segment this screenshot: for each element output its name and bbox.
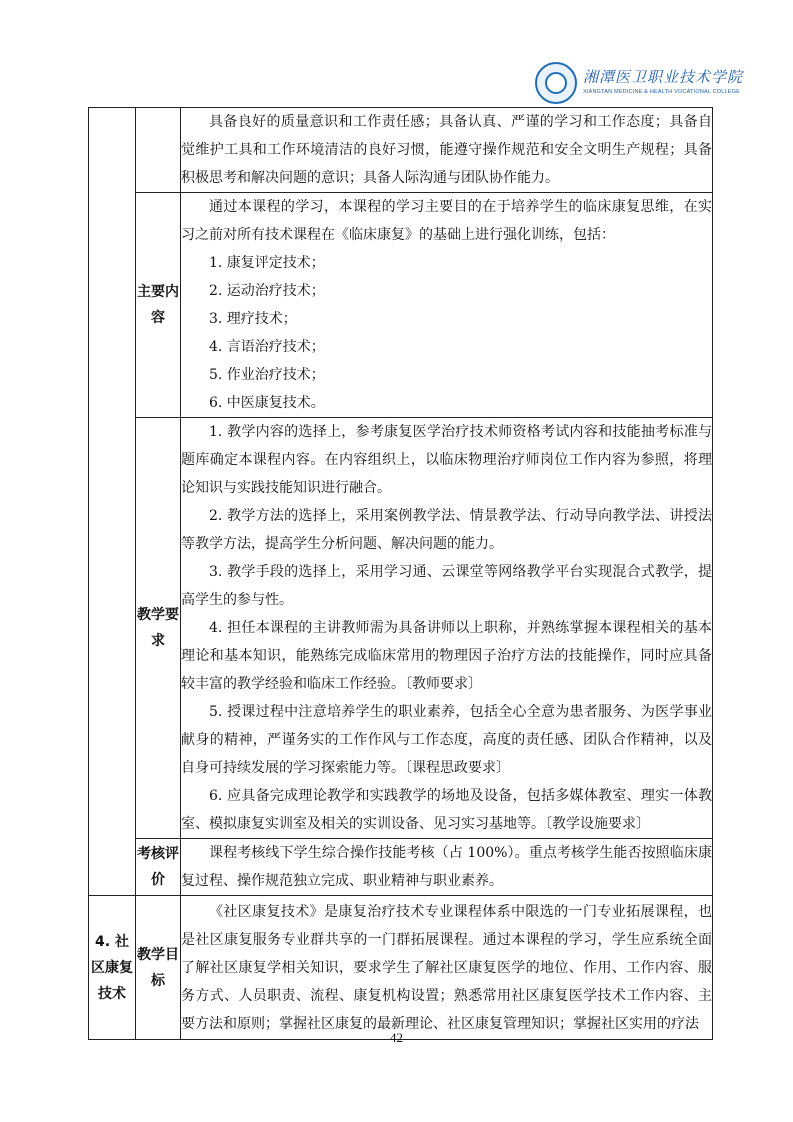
assessment-row — [89, 839, 713, 896]
requirement-paragraph: 4. 担任本课程的主讲教师需为具备讲师以上职称，并熟练掌握本课程相关的基本理论和基本知识，能熟练完成临床常用的物理因子治疗方法的技能操作，同时应具备较丰富的教学经验和临床工作经验。〔教师要求〕 — [181, 620, 712, 692]
assessment-text: 课程考核线下学生综合操作技能考核（占 100%）。重点考核学生能否按照临床康复过程、操作规范独立完成、职业精神与职业素养。 — [181, 845, 712, 889]
course4-objective-label: 教学目标 — [136, 896, 181, 1040]
content-intro: 通过本课程的学习，本课程的学习主要目的在于培养学生的临床康复思维，在实习之前对所有技术课程在《临床康复》的基础上进行强化训练，包括： — [181, 199, 712, 243]
course-name-cell — [89, 108, 136, 896]
college-name-en: XIANGTAN MEDICINE & HEALTH VOCATIONAL COLLEGE — [583, 89, 741, 95]
content-cell — [181, 193, 713, 418]
requirements-cell — [181, 418, 713, 839]
college-seal-icon — [535, 62, 577, 104]
requirement-paragraph: 6. 应具备完成理论教学和实践教学的场地及设备，包括多媒体教室、理实一体教室、模拟康复实训室及相关的实训设备、见习实习基地等。〔教学设施要求〕 — [181, 788, 712, 832]
content-item: 4. 言语治疗技术； — [209, 339, 325, 355]
requirement-paragraph: 5. 授课过程中注意培养学生的职业素养，包括全心全意为患者服务、为医学事业献身的精神，严谨务实的工作作风与工作态度，高度的责任感、团队合作精神，以及自身可持续发展的学习探索能力等。〔课程思政要求〕 — [181, 704, 712, 776]
course-table — [88, 107, 713, 1040]
requirement-paragraph: 1. 教学内容的选择上，参考康复医学治疗技术师资格考试内容和技能抽考标准与题库确定本课程内容。在内容组织上，以临床物理治疗师岗位工作内容为参照，将理论知识与实践技能知识进行融合。 — [181, 424, 712, 496]
requirements-label: 教学要求 — [136, 418, 181, 839]
content-item: 5. 作业治疗技术； — [209, 367, 325, 383]
page-number: 42 — [390, 1030, 403, 1045]
requirement-paragraph: 3. 教学手段的选择上，采用学习通、云课堂等网络教学平台实现混合式教学，提高学生的参与性。 — [181, 564, 712, 608]
content-item: 2. 运动治疗技术； — [209, 283, 325, 299]
content-item: 6. 中医康复技术。 — [209, 395, 325, 411]
requirements-row — [89, 418, 713, 839]
quality-label-cell — [136, 108, 181, 193]
college-name-cn: 湘潭医卫职业技术学院 — [583, 68, 744, 86]
college-logo — [535, 62, 744, 106]
quality-row — [89, 108, 713, 193]
assessment-cell — [181, 839, 713, 896]
content-item: 3. 理疗技术； — [209, 311, 297, 327]
course4-name: 4. 社区康复技术 — [89, 896, 136, 1040]
requirement-paragraph: 2. 教学方法的选择上，采用案例教学法、情景教学法、行动导向教学法、讲授法等教学方法，提高学生分析问题、解决问题的能力。 — [181, 508, 712, 552]
content-label: 主要内容 — [136, 193, 181, 418]
course4-objective-cell — [181, 896, 713, 1040]
course4-objective-text: 《社区康复技术》是康复治疗技术专业课程体系中限选的一门专业拓展课程，也是社区康复服务专业群共享的一门群拓展课程。通过本课程的学习，学生应系统全面了解社区康复学相关知识，要求学生了解社区康复医学的地位、作用、工作内容、服务方式、人员职责、流程、康复机构设置；熟悉常用社区康复医学技术工作内容、主要方法和原则；掌握社区康复的最新理论、社区康复管理知识；掌握社区实用的疗法 — [181, 903, 712, 1032]
content-item: 1. 康复评定技术； — [209, 255, 325, 271]
assessment-label: 考核评价 — [136, 839, 181, 896]
content-row — [89, 193, 713, 418]
quality-text-cell — [181, 108, 713, 193]
quality-text: 具备良好的质量意识和工作责任感；具备认真、严谨的学习和工作态度；具备自觉维护工具和工作环境清洁的良好习惯，能遵守操作规范和安全文明生产规程；具备积极思考和解决问题的意识；具备人际沟通与团队协作能力。 — [181, 114, 712, 186]
course4-row — [89, 896, 713, 1040]
